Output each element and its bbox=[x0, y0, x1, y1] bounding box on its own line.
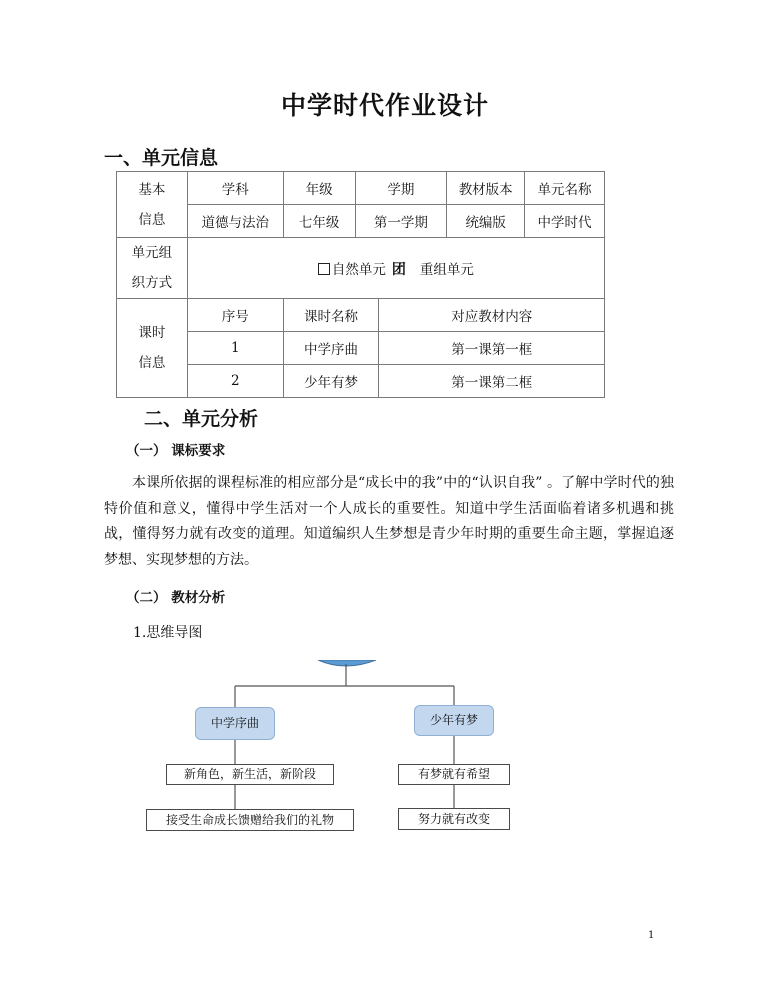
mindmap-node-left-branch: 中学序曲 bbox=[195, 707, 275, 740]
org-method-label: 单元组 织方式 bbox=[117, 238, 188, 299]
value-unit-name: 中学时代 bbox=[525, 205, 605, 238]
header-grade: 年级 bbox=[283, 172, 355, 205]
value-edition: 统编版 bbox=[447, 205, 525, 238]
value-subject: 道德与法治 bbox=[187, 205, 283, 238]
mindmap-node-left-child-1: 新角色，新生活，新阶段 bbox=[166, 764, 334, 785]
section-2-heading: 二、单元分析 bbox=[144, 408, 259, 430]
subsection-2-heading: （二） 教材分析 bbox=[126, 590, 226, 606]
lesson-name: 中学序曲 bbox=[283, 332, 379, 365]
header-edition: 教材版本 bbox=[447, 172, 525, 205]
mind-map bbox=[140, 660, 560, 840]
basic-info-label: 基本 信息 bbox=[117, 172, 188, 238]
lesson-content: 第一课第一框 bbox=[379, 332, 605, 365]
lesson-no: 2 bbox=[187, 365, 283, 398]
mindmap-node-left-child-2: 接受生命成长馈赠给我们的礼物 bbox=[146, 809, 354, 831]
document-title: 中学时代作业设计 bbox=[280, 91, 489, 120]
lesson-content: 第一课第二框 bbox=[379, 365, 605, 398]
subsection-1-heading: （一） 课标要求 bbox=[126, 443, 226, 459]
org-method-value bbox=[187, 238, 604, 299]
mindmap-label: 1.思维导图 bbox=[133, 625, 203, 641]
table-row bbox=[117, 365, 605, 398]
org-option-mark: 团 bbox=[391, 261, 406, 278]
value-semester: 第一学期 bbox=[355, 205, 447, 238]
lesson-header-no: 序号 bbox=[187, 299, 283, 332]
curriculum-paragraph: 本课所依据的课程标准的相应部分是“成长中的我”中的“认识自我” 。了解中学时代的独特价值和意义，懂得中学生活对一个人成长的重要性。知道中学生活面临着诸多机遇和挑战，懂得努力就有改变的道理。知道编织人生梦想是青少年时期的重要生命主题，掌握追逐梦想、实现梦想的方法。 bbox=[104, 475, 674, 568]
section-1-heading: 一、单元信息 bbox=[104, 147, 219, 169]
lesson-name: 少年有梦 bbox=[283, 365, 379, 398]
mindmap-node-right-child-2: 努力就有改变 bbox=[398, 808, 510, 830]
mindmap-node-right-child-1: 有梦就有希望 bbox=[398, 764, 510, 785]
mindmap-node-right-branch: 少年有梦 bbox=[414, 705, 494, 736]
lesson-header-name: 课时名称 bbox=[283, 299, 379, 332]
value-grade: 七年级 bbox=[283, 205, 355, 238]
header-semester: 学期 bbox=[355, 172, 447, 205]
org-option-natural: 自然单元 bbox=[331, 261, 386, 278]
page-number: 1 bbox=[648, 930, 655, 941]
lesson-no: 1 bbox=[187, 332, 283, 365]
header-subject: 学科 bbox=[187, 172, 283, 205]
lesson-header-content: 对应教材内容 bbox=[379, 299, 605, 332]
table-row bbox=[117, 332, 605, 365]
checkbox-icon bbox=[318, 263, 330, 275]
unit-info-table bbox=[116, 171, 605, 398]
header-unit-name: 单元名称 bbox=[525, 172, 605, 205]
org-option-regrouped: 重组单元 bbox=[419, 261, 474, 278]
lesson-info-label: 课时 信息 bbox=[117, 299, 188, 398]
root-node-shape bbox=[318, 660, 376, 666]
